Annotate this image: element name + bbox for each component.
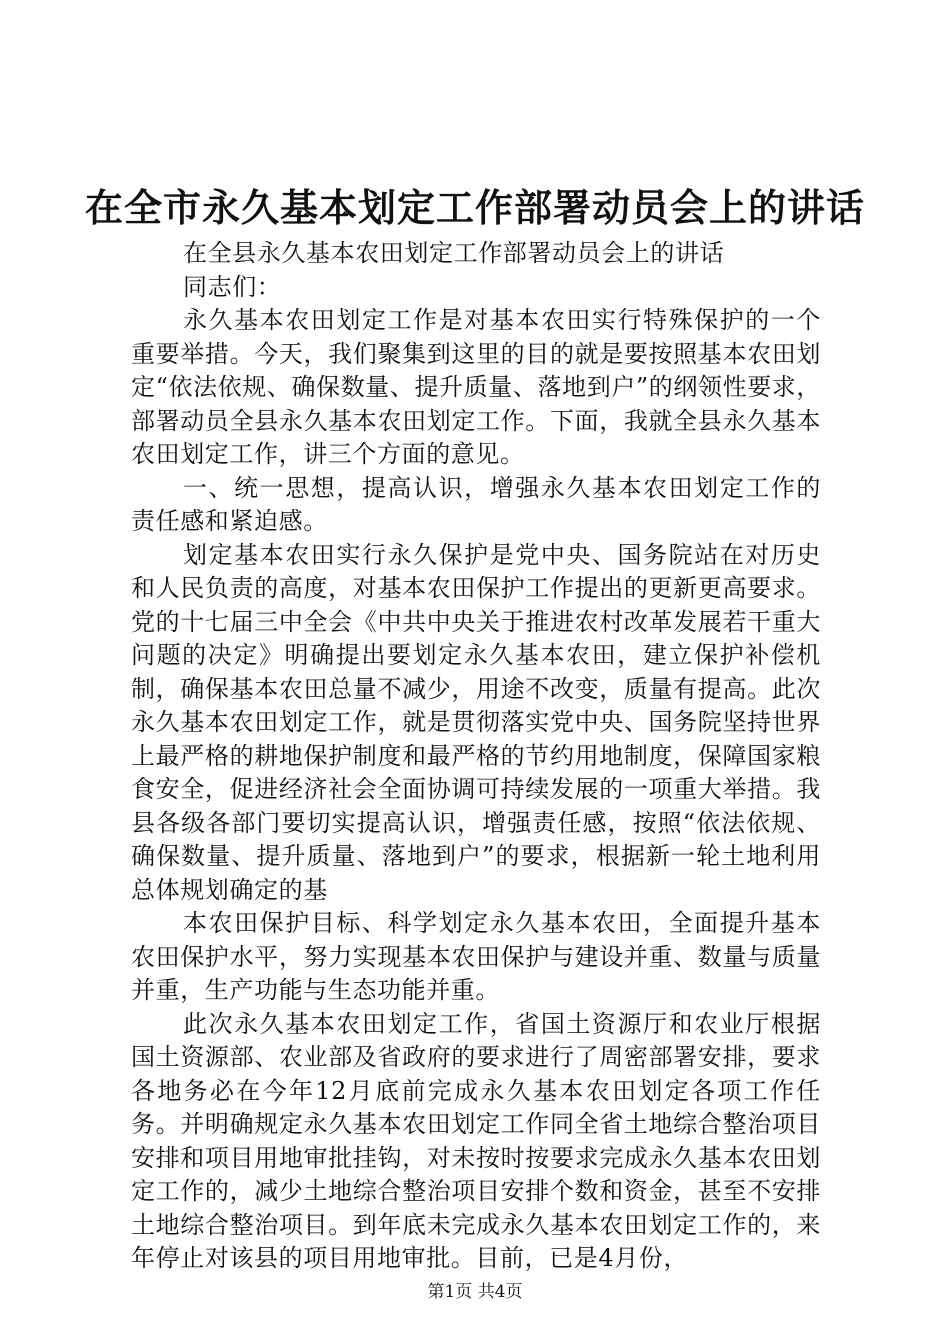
- section-heading-paragraph: 一、统一思想，提高认识，增强永久基本农田划定工作的责任感和紧迫感。: [131, 473, 821, 535]
- subtitle-paragraph: 在全县永久基本农田划定工作部署动员会上的讲话: [183, 239, 725, 267]
- body-paragraph: 永久基本农田划定工作是对基本农田实行特殊保护的一个重要举措。今天，我们聚集到这里的目的就是要按照基本农田划定“依法依规、确保数量、提升质量、落地到户”的纲领性要求，部署动员全县永久基本农田划定工作。下面，我就全县永久基本农田划定工作，讲三个方面的意见。: [131, 306, 821, 468]
- body-paragraph: 本农田保护目标、科学划定永久基本农田，全面提升基本农田保护水平，努力实现基本农田保护与建设并重、数量与质量并重，生产功能与生态功能并重。: [131, 909, 821, 1004]
- page-number-footer: 第1页 共4页: [427, 1282, 523, 1302]
- body-paragraph: 此次永久基本农田划定工作，省国土资源厅和农业厅根据国土资源部、农业部及省政府的要求进行了周密部署安排，要求各地务必在今年12月底前完成永久基本农田划定各项工作任务。并明确规定永久基本农田划定工作同全省土地综合整治项目安排和项目用地审批挂钩，对未按时按要求完成永久基本农田划定工作的，减少土地综合整治项目安排个数和资金，甚至不安排土地综合整治项目。到年底未完成永久基本农田划定工作的，来年停止对该县的项目用地审批。目前，已是4月份，: [131, 1009, 821, 1272]
- body-paragraph: 划定基本农田实行永久保护是党中央、国务院站在对历史和人民负责的高度，对基本农田保护工作提出的更新更高要求。党的十七届三中全会《中共中央关于推进农村改革发展若干重大问题的决定》明确提出要划定永久基本农田，建立保护补偿机制，确保基本农田总量不减少，用途不改变，质量有提高。此次永久基本农田划定工作，就是贯彻落实党中央、国务院坚持世界上最严格的耕地保护制度和最严格的节约用地制度，保障国家粮食安全，促进经济社会全面协调可持续发展的一项重大举措。我县各级各部门要切实提高认识，增强责任感，按照“依法依规、确保数量、提升质量、落地到户”的要求，根据新一轮土地利用总体规划确定的基: [131, 540, 821, 904]
- document-body: [131, 237, 821, 1276]
- document-title: 在全市永久基本划定工作部署动员会上的讲话: [84, 185, 865, 230]
- salutation-paragraph: 同志们：: [183, 272, 282, 301]
